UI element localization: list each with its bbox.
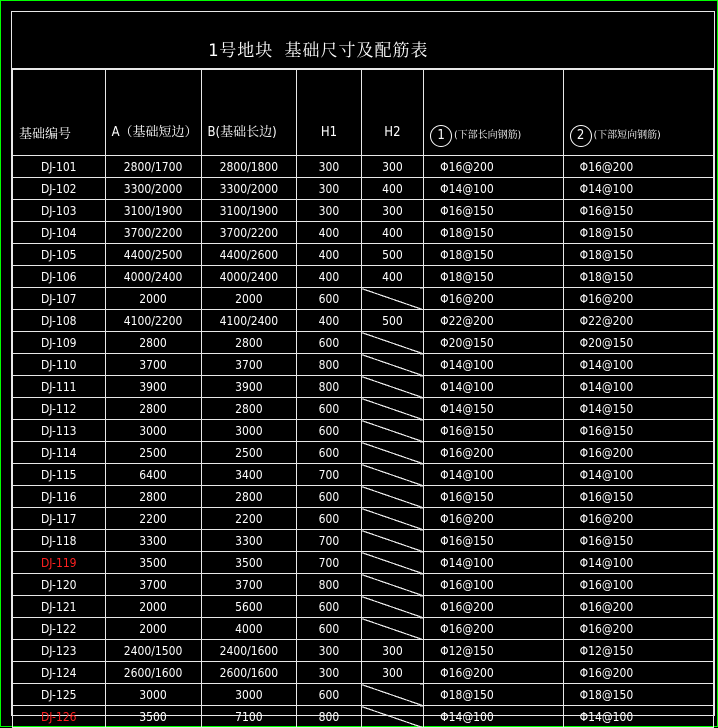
cell-h2: 400 bbox=[361, 178, 423, 200]
table-row bbox=[13, 486, 714, 508]
cell-h1: 300 bbox=[297, 156, 361, 178]
cell-h1: 300 bbox=[297, 640, 361, 662]
cell-rebar-2: Φ18@150 bbox=[563, 266, 713, 288]
cell-rebar-1: Φ18@150 bbox=[424, 222, 563, 244]
header-code: 基础编号 bbox=[13, 70, 106, 156]
cell-code: DJ-103 bbox=[13, 200, 106, 222]
cell-h2 bbox=[361, 618, 423, 640]
cell-rebar-2: Φ16@200 bbox=[563, 596, 713, 618]
cell-rebar-1: Φ14@100 bbox=[424, 354, 563, 376]
cell-a: 2400/1500 bbox=[105, 640, 201, 662]
cell-rebar-2: Φ16@200 bbox=[563, 156, 713, 178]
cell-rebar-1: Φ14@150 bbox=[424, 398, 563, 420]
cell-a: 4100/2200 bbox=[105, 310, 201, 332]
cell-rebar-2: Φ14@100 bbox=[563, 464, 713, 486]
cell-h1: 600 bbox=[297, 596, 361, 618]
cell-rebar-1: Φ14@100 bbox=[424, 552, 563, 574]
cell-rebar-2: Φ20@150 bbox=[563, 332, 713, 354]
cell-b: 3900 bbox=[201, 376, 297, 398]
cell-rebar-2: Φ22@200 bbox=[563, 310, 713, 332]
cell-rebar-2: Φ16@150 bbox=[563, 420, 713, 442]
cell-rebar-1: Φ14@100 bbox=[424, 376, 563, 398]
header-rebar-2 bbox=[563, 70, 713, 156]
cell-code: DJ-111 bbox=[13, 376, 106, 398]
cell-a: 2000 bbox=[105, 596, 201, 618]
header-h1: H1 bbox=[297, 70, 361, 156]
cell-rebar-1: Φ16@200 bbox=[424, 596, 563, 618]
foundation-table bbox=[12, 69, 714, 728]
cell-h1: 600 bbox=[297, 398, 361, 420]
cell-rebar-2: Φ14@100 bbox=[563, 552, 713, 574]
cell-h1: 600 bbox=[297, 288, 361, 310]
cell-b: 2800/1800 bbox=[201, 156, 297, 178]
cell-h2 bbox=[361, 706, 423, 728]
cell-code: DJ-104 bbox=[13, 222, 106, 244]
cell-h2 bbox=[361, 508, 423, 530]
rebar-2-circle-icon: 2 bbox=[570, 125, 592, 147]
cell-b: 3500 bbox=[201, 552, 297, 574]
cell-h2 bbox=[361, 288, 423, 310]
cell-a: 3700 bbox=[105, 354, 201, 376]
cell-rebar-1: Φ12@150 bbox=[424, 640, 563, 662]
cell-b: 3700 bbox=[201, 574, 297, 596]
cell-b: 3400 bbox=[201, 464, 297, 486]
cell-h2 bbox=[361, 464, 423, 486]
cell-rebar-2: Φ16@200 bbox=[563, 442, 713, 464]
cell-h1: 700 bbox=[297, 530, 361, 552]
cell-rebar-1: Φ16@150 bbox=[424, 420, 563, 442]
cell-h1: 600 bbox=[297, 442, 361, 464]
cell-h1: 700 bbox=[297, 464, 361, 486]
cell-h2 bbox=[361, 376, 423, 398]
table-row bbox=[13, 398, 714, 420]
cell-rebar-2: Φ14@100 bbox=[563, 376, 713, 398]
cell-h2: 400 bbox=[361, 222, 423, 244]
cell-code: DJ-117 bbox=[13, 508, 106, 530]
table-row bbox=[13, 530, 714, 552]
cell-b: 2500 bbox=[201, 442, 297, 464]
cell-b: 2800 bbox=[201, 332, 297, 354]
cell-h1: 600 bbox=[297, 420, 361, 442]
cell-h2 bbox=[361, 420, 423, 442]
cell-code: DJ-108 bbox=[13, 310, 106, 332]
cell-rebar-2: Φ16@150 bbox=[563, 530, 713, 552]
cell-h1: 800 bbox=[297, 574, 361, 596]
table-row bbox=[13, 376, 714, 398]
cell-rebar-2: Φ16@150 bbox=[563, 486, 713, 508]
cell-rebar-2: Φ14@100 bbox=[563, 354, 713, 376]
rebar-1-circle-icon: 1 bbox=[430, 125, 452, 147]
cell-h1: 700 bbox=[297, 552, 361, 574]
cell-b: 3000 bbox=[201, 684, 297, 706]
cell-code: DJ-105 bbox=[13, 244, 106, 266]
cell-rebar-2: Φ14@100 bbox=[563, 178, 713, 200]
cell-h2 bbox=[361, 530, 423, 552]
cell-rebar-1: Φ16@150 bbox=[424, 486, 563, 508]
cell-rebar-1: Φ18@150 bbox=[424, 266, 563, 288]
cell-h2: 300 bbox=[361, 640, 423, 662]
cell-rebar-1: Φ16@150 bbox=[424, 200, 563, 222]
cell-code: DJ-116 bbox=[13, 486, 106, 508]
table-row bbox=[13, 332, 714, 354]
cell-b: 4400/2600 bbox=[201, 244, 297, 266]
cell-a: 3000 bbox=[105, 420, 201, 442]
cell-code: DJ-118 bbox=[13, 530, 106, 552]
cell-h2: 300 bbox=[361, 156, 423, 178]
table-row bbox=[13, 156, 714, 178]
cell-h2 bbox=[361, 354, 423, 376]
cell-a: 2000 bbox=[105, 288, 201, 310]
table-row bbox=[13, 288, 714, 310]
cell-rebar-2: Φ18@150 bbox=[563, 684, 713, 706]
cell-h2 bbox=[361, 486, 423, 508]
cell-b: 2400/1600 bbox=[201, 640, 297, 662]
cell-a: 3500 bbox=[105, 706, 201, 728]
cell-h2 bbox=[361, 442, 423, 464]
table-row bbox=[13, 508, 714, 530]
cell-b: 2800 bbox=[201, 486, 297, 508]
cell-rebar-2: Φ16@100 bbox=[563, 574, 713, 596]
cell-a: 2600/1600 bbox=[105, 662, 201, 684]
cell-rebar-1: Φ14@100 bbox=[424, 178, 563, 200]
table-row bbox=[13, 310, 714, 332]
cell-b: 7100 bbox=[201, 706, 297, 728]
cell-code: DJ-120 bbox=[13, 574, 106, 596]
cell-h1: 800 bbox=[297, 706, 361, 728]
cell-rebar-1: Φ14@100 bbox=[424, 464, 563, 486]
cell-a: 3000 bbox=[105, 684, 201, 706]
table-row bbox=[13, 662, 714, 684]
cell-code: DJ-114 bbox=[13, 442, 106, 464]
cell-rebar-1: Φ16@200 bbox=[424, 288, 563, 310]
cell-h1: 600 bbox=[297, 508, 361, 530]
cell-a: 3700 bbox=[105, 574, 201, 596]
cell-code: DJ-110 bbox=[13, 354, 106, 376]
header-row bbox=[13, 70, 714, 156]
cell-h2 bbox=[361, 552, 423, 574]
cell-rebar-1: Φ16@100 bbox=[424, 574, 563, 596]
cell-a: 4400/2500 bbox=[105, 244, 201, 266]
cell-b: 4000 bbox=[201, 618, 297, 640]
cell-rebar-1: Φ18@150 bbox=[424, 684, 563, 706]
cell-h2 bbox=[361, 684, 423, 706]
cell-h2 bbox=[361, 332, 423, 354]
cell-rebar-2: Φ14@100 bbox=[563, 706, 713, 728]
cell-h1: 400 bbox=[297, 222, 361, 244]
cell-code: DJ-121 bbox=[13, 596, 106, 618]
cell-rebar-1: Φ18@150 bbox=[424, 244, 563, 266]
cell-rebar-1: Φ22@200 bbox=[424, 310, 563, 332]
header-rebar-1-label: (下部长向钢筋) bbox=[454, 130, 522, 141]
cell-h1: 800 bbox=[297, 354, 361, 376]
table-row bbox=[13, 244, 714, 266]
header-h2: H2 bbox=[361, 70, 423, 156]
cell-rebar-1: Φ20@150 bbox=[424, 332, 563, 354]
cell-a: 3900 bbox=[105, 376, 201, 398]
table-title: 1号地块 基础尺寸及配筋表 bbox=[208, 41, 429, 61]
cell-rebar-1: Φ16@200 bbox=[424, 508, 563, 530]
cell-rebar-2: Φ16@150 bbox=[563, 200, 713, 222]
table-title-cell bbox=[12, 12, 714, 69]
cell-code: DJ-106 bbox=[13, 266, 106, 288]
cell-code: DJ-125 bbox=[13, 684, 106, 706]
cell-rebar-2: Φ16@200 bbox=[563, 508, 713, 530]
cell-b: 2000 bbox=[201, 288, 297, 310]
cell-h1: 400 bbox=[297, 310, 361, 332]
cell-code: DJ-122 bbox=[13, 618, 106, 640]
cell-h2: 300 bbox=[361, 200, 423, 222]
table-body bbox=[13, 156, 714, 728]
cell-code: DJ-101 bbox=[13, 156, 106, 178]
cell-a: 2800 bbox=[105, 486, 201, 508]
table-row bbox=[13, 464, 714, 486]
table-row bbox=[13, 442, 714, 464]
table-row bbox=[13, 200, 714, 222]
cell-b: 2600/1600 bbox=[201, 662, 297, 684]
table-row bbox=[13, 178, 714, 200]
table-row bbox=[13, 222, 714, 244]
cell-h1: 600 bbox=[297, 618, 361, 640]
cell-h1: 300 bbox=[297, 662, 361, 684]
cell-b: 3700/2200 bbox=[201, 222, 297, 244]
cell-h2 bbox=[361, 596, 423, 618]
cell-a: 2500 bbox=[105, 442, 201, 464]
table-row bbox=[13, 618, 714, 640]
cell-h2: 500 bbox=[361, 244, 423, 266]
cell-rebar-1: Φ16@200 bbox=[424, 156, 563, 178]
cell-code: DJ-115 bbox=[13, 464, 106, 486]
cell-a: 2800 bbox=[105, 398, 201, 420]
cell-rebar-2: Φ18@150 bbox=[563, 222, 713, 244]
table-row bbox=[13, 574, 714, 596]
cell-rebar-2: Φ18@150 bbox=[563, 244, 713, 266]
cell-h1: 400 bbox=[297, 266, 361, 288]
foundation-schedule bbox=[11, 11, 715, 724]
cell-h1: 600 bbox=[297, 684, 361, 706]
table-row bbox=[13, 420, 714, 442]
cell-a: 3300/2000 bbox=[105, 178, 201, 200]
cell-h1: 300 bbox=[297, 178, 361, 200]
cell-h2: 300 bbox=[361, 662, 423, 684]
header-rebar-2-label: (下部短向钢筋) bbox=[593, 130, 661, 141]
cell-rebar-2: Φ14@150 bbox=[563, 398, 713, 420]
cell-b: 2200 bbox=[201, 508, 297, 530]
cell-rebar-1: Φ16@200 bbox=[424, 662, 563, 684]
cell-code: DJ-102 bbox=[13, 178, 106, 200]
cell-a: 3100/1900 bbox=[105, 200, 201, 222]
cell-code: DJ-124 bbox=[13, 662, 106, 684]
cell-b: 3700 bbox=[201, 354, 297, 376]
cell-h2: 400 bbox=[361, 266, 423, 288]
cell-a: 3500 bbox=[105, 552, 201, 574]
cell-h1: 400 bbox=[297, 244, 361, 266]
cell-h2 bbox=[361, 398, 423, 420]
header-b: B(基础长边) bbox=[201, 70, 297, 156]
cell-b: 4000/2400 bbox=[201, 266, 297, 288]
cell-a: 2800/1700 bbox=[105, 156, 201, 178]
cell-b: 3300/2000 bbox=[201, 178, 297, 200]
cell-a: 4000/2400 bbox=[105, 266, 201, 288]
cell-h1: 300 bbox=[297, 200, 361, 222]
cell-b: 3000 bbox=[201, 420, 297, 442]
cell-h1: 600 bbox=[297, 332, 361, 354]
cell-code: DJ-107 bbox=[13, 288, 106, 310]
cell-b: 4100/2400 bbox=[201, 310, 297, 332]
cell-code: DJ-112 bbox=[13, 398, 106, 420]
header-a: A（基础短边） bbox=[105, 70, 201, 156]
cell-a: 2000 bbox=[105, 618, 201, 640]
cell-a: 2800 bbox=[105, 332, 201, 354]
cell-rebar-2: Φ16@200 bbox=[563, 662, 713, 684]
table-row bbox=[13, 354, 714, 376]
table-row bbox=[13, 266, 714, 288]
cell-a: 6400 bbox=[105, 464, 201, 486]
cell-h2: 500 bbox=[361, 310, 423, 332]
cell-a: 2200 bbox=[105, 508, 201, 530]
cell-h2 bbox=[361, 574, 423, 596]
header-rebar-1 bbox=[424, 70, 563, 156]
table-row bbox=[13, 640, 714, 662]
cell-code: DJ-113 bbox=[13, 420, 106, 442]
cell-a: 3300 bbox=[105, 530, 201, 552]
cell-rebar-1: Φ14@100 bbox=[424, 706, 563, 728]
cell-b: 3100/1900 bbox=[201, 200, 297, 222]
cell-rebar-2: Φ16@200 bbox=[563, 288, 713, 310]
cell-code: DJ-123 bbox=[13, 640, 106, 662]
cell-rebar-1: Φ16@200 bbox=[424, 618, 563, 640]
table-row bbox=[13, 706, 714, 728]
cell-rebar-2: Φ12@150 bbox=[563, 640, 713, 662]
cell-a: 3700/2200 bbox=[105, 222, 201, 244]
table-row bbox=[13, 552, 714, 574]
cell-rebar-1: Φ16@200 bbox=[424, 442, 563, 464]
cell-h1: 600 bbox=[297, 486, 361, 508]
table-row bbox=[13, 596, 714, 618]
cell-h1: 800 bbox=[297, 376, 361, 398]
cell-b: 3300 bbox=[201, 530, 297, 552]
cell-code: DJ-119 bbox=[13, 552, 106, 574]
cell-code: DJ-109 bbox=[13, 332, 106, 354]
cell-b: 5600 bbox=[201, 596, 297, 618]
cell-b: 2800 bbox=[201, 398, 297, 420]
table-row bbox=[13, 684, 714, 706]
cell-rebar-2: Φ16@200 bbox=[563, 618, 713, 640]
cell-code: DJ-126 bbox=[13, 706, 106, 728]
cell-rebar-1: Φ16@150 bbox=[424, 530, 563, 552]
